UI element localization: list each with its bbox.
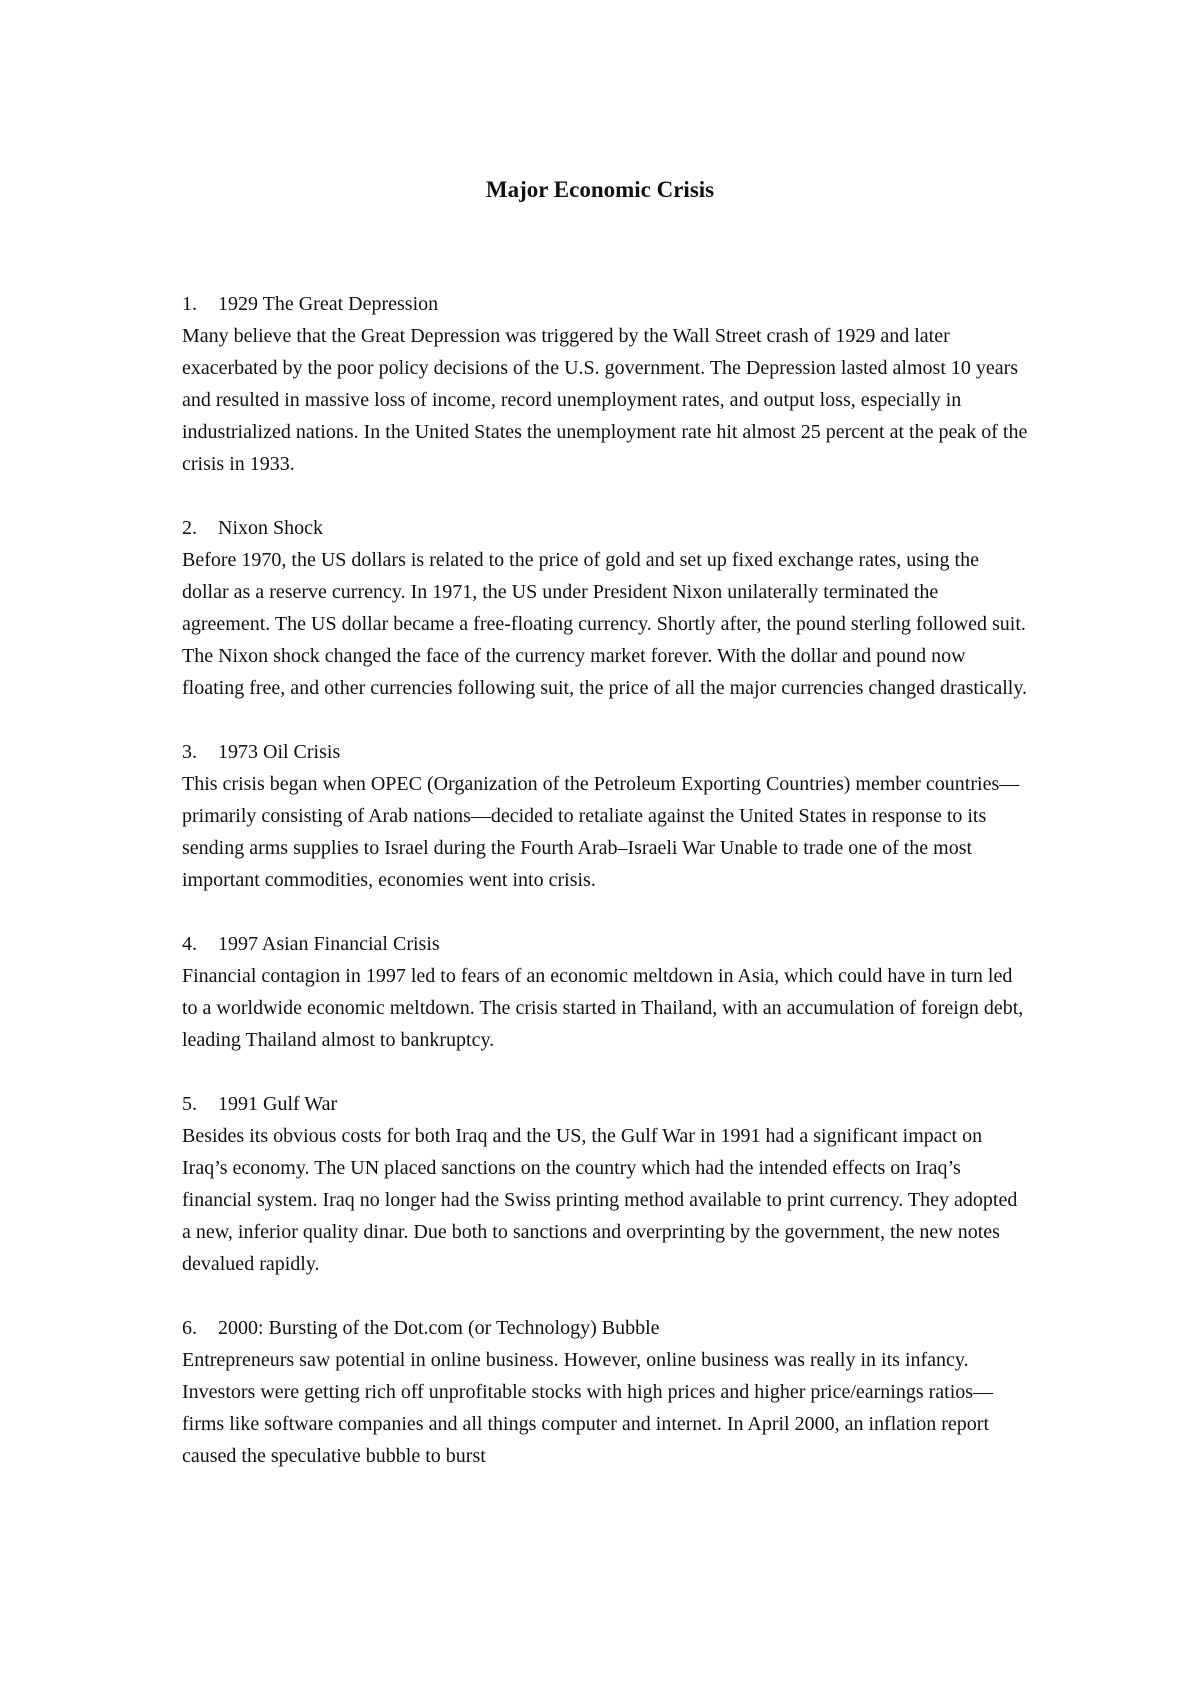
section-number: 6. [182, 1317, 197, 1339]
section-heading-text: Nixon Shock [218, 517, 323, 539]
section-body: Besides its obvious costs for both Iraq and the US, the Gulf War in 1991 had a significant impact on Iraq’s economy. The UN placed sanctions on the country which had the intended effects on Iraq’s financial system. Iraq no longer had the Swiss printing method available to print currency. They adopted a new, inferior quality dinar. Due both to sanctions and overprinting by the government, the new notes devalued rapidly. [182, 1125, 1018, 1275]
section-body: Before 1970, the US dollars is related to the price of gold and set up fixed exchange rates, using the dollar as a reserve currency. In 1971, the US under President Nixon unilaterally terminated the agreement. The US dollar became a free-floating currency. Shortly after, the pound sterling followed suit. The Nixon shock changed the face of the currency market forever. With the dollar and pound now floating free, and other currencies following suit, the price of all the major currencies changed drastically. [182, 549, 1028, 699]
section-great-depression [182, 288, 1030, 480]
section-asian-financial-crisis [182, 928, 1030, 1056]
section-number: 3. [182, 741, 197, 763]
section-number: 5. [182, 1093, 197, 1115]
section-body: Entrepreneurs saw potential in online business. However, online business was really in its infancy. Investors were getting rich off unprofitable stocks with high prices and higher price/earnings ratios—firms like software companies and all things computer and internet. In April 2000, an inflation report caused the speculative bubble to burst [182, 1349, 994, 1467]
document-title: Major Economic Crisis [485, 177, 715, 202]
section-heading-text: 1929 The Great Depression [218, 293, 439, 315]
section-heading-text: 1991 Gulf War [218, 1093, 338, 1115]
section-gulf-war [182, 1088, 1030, 1280]
section-nixon-shock [182, 512, 1030, 704]
section-heading-text: 2000: Bursting of the Dot.com (or Technology) Bubble [218, 1317, 660, 1339]
section-heading [182, 736, 1030, 768]
section-body: This crisis began when OPEC (Organization of the Petroleum Exporting Countries) member countries—primarily consisting of Arab nations—decided to retaliate against the United States in response to its sending arms supplies to Israel during the Fourth Arab–Israeli War Unable to trade one of the most important commodities, economies went into crisis. [182, 773, 1020, 891]
section-number: 4. [182, 933, 197, 955]
section-heading [182, 1312, 1030, 1344]
section-heading [182, 928, 1030, 960]
section-number: 2. [182, 517, 197, 539]
section-heading [182, 288, 1030, 320]
section-body: Financial contagion in 1997 led to fears of an economic meltdown in Asia, which could have in turn led to a worldwide economic meltdown. The crisis started in Thailand, with an accumulation of foreign debt, leading Thailand almost to bankruptcy. [182, 965, 1024, 1051]
section-heading [182, 512, 1030, 544]
section-number: 1. [182, 293, 197, 315]
section-oil-crisis [182, 736, 1030, 896]
section-heading [182, 1088, 1030, 1120]
section-heading-text: 1997 Asian Financial Crisis [218, 933, 440, 955]
section-heading-text: 1973 Oil Crisis [218, 741, 341, 763]
section-body: Many believe that the Great Depression was triggered by the Wall Street crash of 1929 and later exacerbated by the poor policy decisions of the U.S. government. The Depression lasted almost 10 years and resulted in massive loss of income, record unemployment rates, and output loss, especially in industrialized nations. In the United States the unemployment rate hit almost 25 percent at the peak of the crisis in 1933. [182, 325, 1028, 475]
section-dotcom-bubble [182, 1312, 1030, 1472]
document-content [182, 288, 1030, 1504]
